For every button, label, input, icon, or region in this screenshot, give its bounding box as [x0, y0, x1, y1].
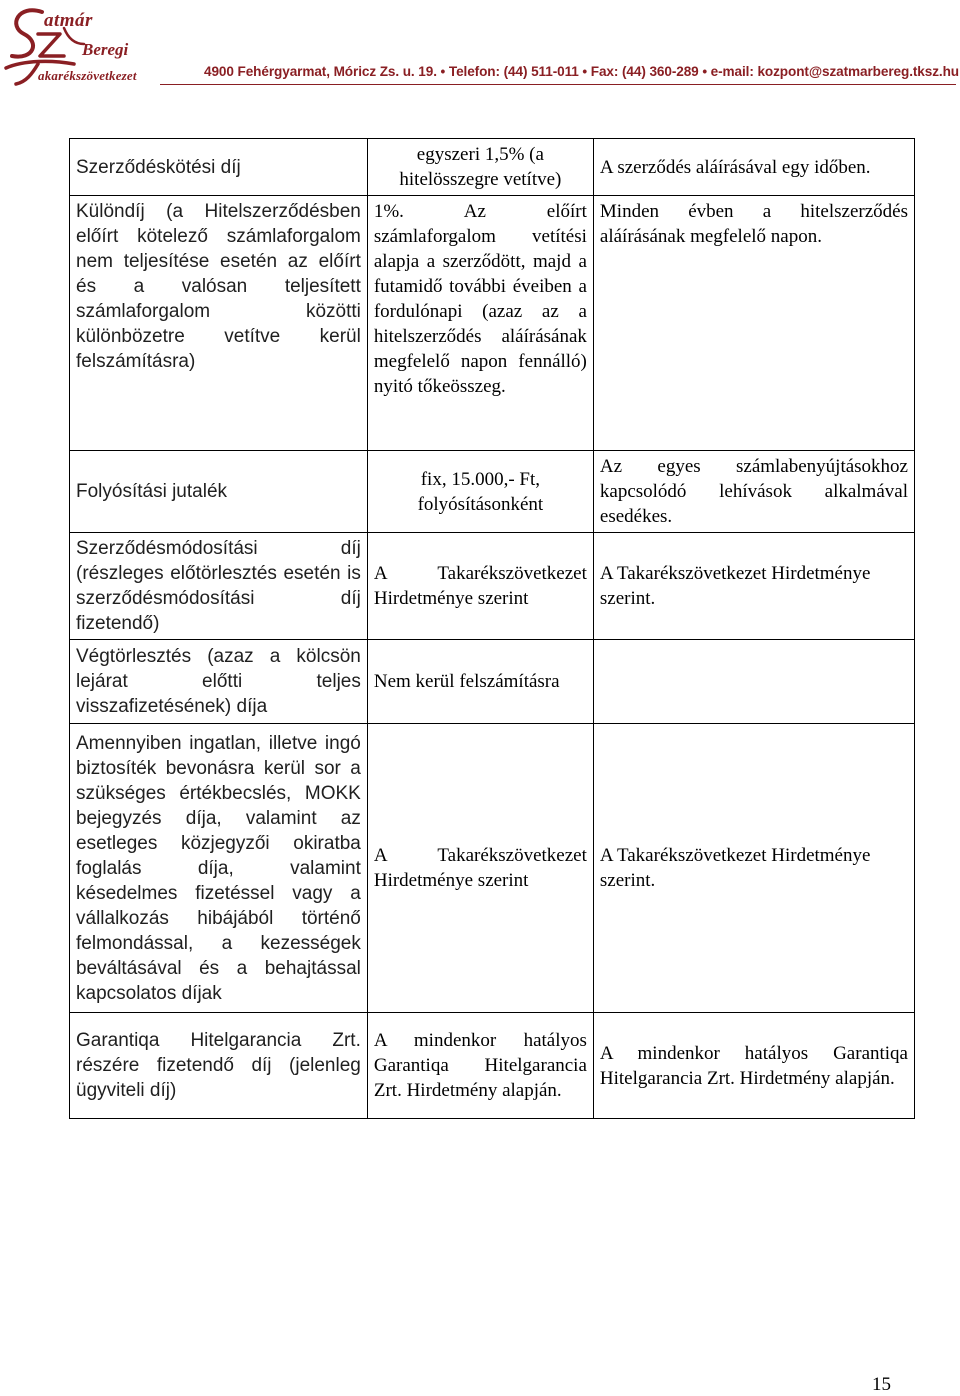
fee-amount-cell: A mindenkor hatályos Garantiqa Hitelgarancia Zrt. Hirdetmény alapján.: [367, 1013, 593, 1119]
fee-name-cell: Különdíj (a Hitelszerződésben előírt kötelező számlaforgalom nem teljesítése esetén az előírt és a valósan teljesített számlaforgalom közötti különbözetre vetítve kerül felszámításra): [70, 196, 368, 451]
fee-name-cell: Szerződéskötési díj: [70, 139, 368, 196]
fee-due-cell: [593, 640, 914, 724]
fee-amount-cell: A Takarékszövetkezet Hirdetménye szerint: [367, 724, 593, 1013]
fee-due-cell: A Takarékszövetkezet Hirdetménye szerint.: [593, 724, 914, 1013]
fee-due-cell: A mindenkor hatályos Garantiqa Hitelgarancia Zrt. Hirdetmény alapján.: [593, 1013, 914, 1119]
table-row: [70, 724, 915, 1013]
logo-word-2: Beregi: [82, 40, 129, 59]
fee-amount-cell: Nem kerül felszámításra: [367, 640, 593, 724]
fee-amount-cell: 1%. Az előírt számlaforgalom vetítési alapja a szerződött, majd a futamidő további éveiben a fordulónapi (azaz az a hitelszerződés aláírásának megfelelő napon fennálló) nyitó tőkeösszeg.: [367, 196, 593, 451]
table-row: [70, 533, 915, 640]
table-row: [70, 139, 915, 196]
fee-due-cell: Az egyes számlabenyújtásokhoz kapcsolódó lehívások alkalmával esedékes.: [593, 451, 914, 533]
fee-amount-cell: fix, 15.000,- Ft, folyósításonként: [367, 451, 593, 533]
table-row: [70, 1013, 915, 1119]
header-divider: [160, 84, 956, 85]
fee-name-cell: Amennyiben ingatlan, illetve ingó biztosíték bevonásra kerül sor a szükséges értékbecslés, MOKK bejegyzés díja, valamint az esetleges közjegyzői okiratba foglalás díja, valamint késedelmes fizetéssel vagy a vállalkozás hibájából történő felmondással, a kezességek beváltásával és a behajtással kapcsolatos díjak: [70, 724, 368, 1013]
fee-name-cell: Szerződésmódosítási díj (részleges előtörlesztés esetén is szerződésmódosítási díj fizetendő): [70, 533, 368, 640]
page-number: 15: [872, 1374, 891, 1395]
logo-word-1: atmár: [44, 10, 93, 31]
bank-logo: [4, 4, 174, 86]
table-row: [70, 640, 915, 724]
fee-due-cell: Minden évben a hitelszerződés aláírásának megfelelő napon.: [593, 196, 914, 451]
fee-name-cell: Végtörlesztés (azaz a kölcsön lejárat előtti teljes visszafizetésének) díja: [70, 640, 368, 724]
fee-name-cell: Folyósítási jutalék: [70, 451, 368, 533]
fee-due-cell: A szerződés aláírásával egy időben.: [593, 139, 914, 196]
fee-amount-cell: A Takarékszövetkezet Hirdetménye szerint: [367, 533, 593, 640]
fee-table: [69, 138, 915, 1119]
table-row: [70, 451, 915, 533]
fee-amount-cell: egyszeri 1,5% (a hitelösszegre vetítve): [367, 139, 593, 196]
fee-name-cell: Garantiqa Hitelgarancia Zrt. részére fizetendő díj (jelenleg ügyviteli díj): [70, 1013, 368, 1119]
table-row: [70, 196, 915, 451]
contact-address: 4900 Fehérgyarmat, Móricz Zs. u. 19. • Telefon: (44) 511-011 • Fax: (44) 360-289 • e-mail: kozpont@szatmarbereg.tksz.hu: [204, 64, 959, 79]
logo-word-3: akarékszövetkezet: [38, 68, 137, 83]
fee-due-cell: A Takarékszövetkezet Hirdetménye szerint.: [593, 533, 914, 640]
letterhead: [0, 0, 960, 90]
